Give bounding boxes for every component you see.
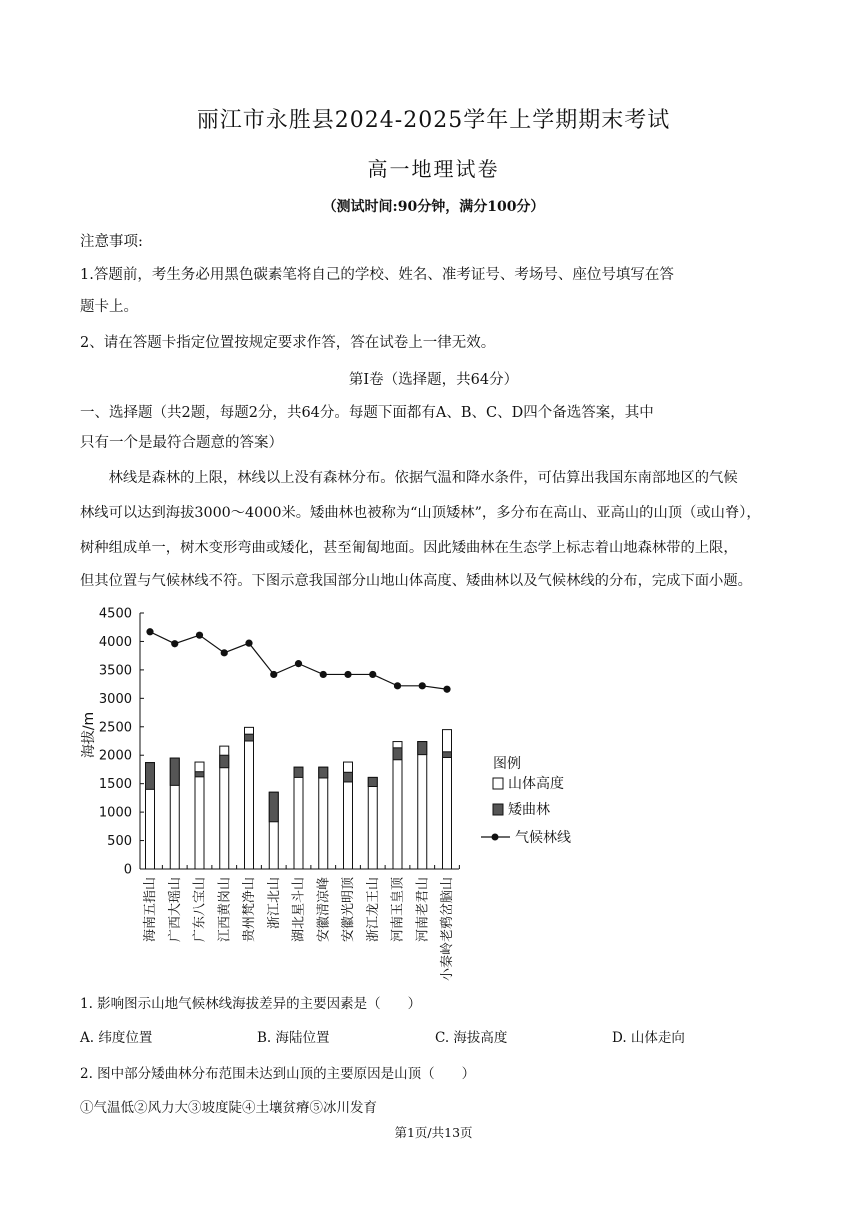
q1-option-a[interactable]: A. 纬度位置 (80, 1030, 153, 1046)
question-2: 2. 图中部分矮曲林分布范围未达到山顶的主要原因是山顶（ ） (80, 1066, 476, 1082)
y-tick-label: 4500 (98, 606, 132, 622)
notice-item-1-line-2: 题卡上。 (80, 299, 138, 315)
notice-item-2: 2、请在答题卡指定位置按规定要求作答，答在试卷上一律无效。 (80, 335, 496, 351)
chart-x-labels (142, 876, 455, 981)
elfin-forest-bar (170, 758, 179, 785)
mountain-height-bar (319, 767, 328, 869)
legend-label-mountain: 山体高度 (508, 776, 564, 792)
chart-line (146, 628, 450, 693)
question-2-statements: ①气温低②风力大③坡度陡④土壤贫瘠⑤冰川发育 (80, 1100, 377, 1116)
elfin-forest-bar (220, 755, 229, 768)
treeline-point (369, 671, 376, 678)
legend-line-marker (492, 834, 499, 841)
x-tick-label: 浙江龙王山 (365, 877, 381, 943)
section-heading-line-1: 一、选择题（共2题，每题2分，共64分。每题下面都有A、B、C、D四个备选答案，其中 (80, 405, 654, 421)
treeline-point (146, 628, 153, 635)
y-tick-label: 500 (107, 834, 132, 850)
x-tick-label: 贵州梵净山 (242, 877, 257, 943)
passage-line-4: 但其位置与气候林线不符。下图示意我国部分山地山体高度、矮曲林以及气候林线的分布，完成下面小题。 (80, 573, 752, 589)
q1-option-d[interactable]: D. 山体走向 (612, 1030, 685, 1046)
y-axis-label: 海拔/m (81, 711, 97, 759)
y-tick-label: 2500 (98, 720, 132, 736)
elfin-forest-bar (319, 767, 328, 778)
x-tick-label: 江西黄岗山 (217, 877, 233, 943)
x-tick-label: 河南老君山 (415, 877, 431, 943)
mountain-height-bar (368, 777, 377, 869)
treeline-point (394, 682, 401, 689)
elfin-forest-bar (368, 777, 377, 786)
treeline-point (320, 671, 327, 678)
treeline-point (171, 640, 178, 647)
page-number: 第1页/共13页 (394, 1125, 473, 1140)
x-tick-label: 河南玉皇顶 (390, 877, 406, 943)
x-tick-label: 浙江北山 (266, 877, 282, 930)
notice-item-1-line-1: 1.答题前，考生务必用黑色碳素笔将自己的学校、姓名、准考证号、考场号、座位号填写在答 (80, 267, 674, 283)
elfin-forest-bar (393, 748, 402, 760)
mountain-height-bar (245, 727, 254, 869)
question-1: 1. 影响图示山地气候林线海拔差异的主要因素是（ ） (80, 996, 422, 1012)
q1-option-b[interactable]: B. 海陆位置 (257, 1030, 330, 1046)
passage-line-2: 林线可以达到海拔3000～4000米。矮曲林也被称为“山顶矮林”，多分布在高山、亚高山的山顶（或山脊）， (80, 505, 761, 521)
legend-label-elfin: 矮曲林 (508, 802, 550, 818)
x-tick-label: 广西大瑶山 (167, 877, 183, 943)
legend-label-treeline: 气候林线 (515, 830, 571, 846)
elfin-forest-bar (245, 734, 254, 741)
y-tick-label: 4000 (98, 634, 132, 650)
elfin-forest-bar (195, 772, 204, 777)
y-tick-label: 1000 (98, 805, 132, 821)
exam-info: （测试时间:90分钟，满分100分） (322, 199, 545, 215)
mountain-height-bar (294, 767, 303, 869)
exam-subtitle: 高一地理试卷 (367, 157, 500, 181)
treeline-point (295, 660, 302, 667)
y-tick-label: 2000 (98, 748, 132, 764)
chart-bars (146, 727, 452, 869)
mountain-height-bar (195, 762, 204, 869)
passage-line-1: 林线是森林的上限，林线以上没有森林分布。依据气温和降水条件，可估算出我国东南部地区的气候 (108, 470, 738, 486)
x-tick-label: 安徽清凉峰 (316, 877, 332, 943)
y-tick-label: 3500 (98, 663, 132, 679)
treeline-point (245, 640, 252, 647)
elfin-forest-bar (344, 772, 353, 782)
x-tick-label: 广东八宝山 (192, 877, 208, 943)
y-tick-label: 3000 (98, 691, 132, 707)
elfin-forest-bar (269, 792, 278, 822)
treeline-point (419, 682, 426, 689)
elfin-forest-bar (418, 742, 427, 755)
treeline-point (221, 649, 228, 656)
exam-title: 丽江市永胜县2024-2025学年上学期期末考试 (196, 108, 671, 133)
elfin-forest-bar (146, 763, 155, 790)
treeline-point (443, 686, 450, 693)
x-tick-label: 海南五指山 (143, 877, 158, 943)
mountain-height-bar (393, 742, 402, 869)
legend-title: 图例 (493, 756, 521, 772)
part-heading: 第Ⅰ卷（选择题，共64分） (348, 372, 519, 388)
elfin-forest-bar (294, 767, 303, 777)
legend-swatch-elfin (493, 804, 503, 815)
mountain-height-bar (443, 730, 452, 869)
q1-option-c[interactable]: C. 海拔高度 (435, 1030, 508, 1046)
passage-line-3: 树种组成单一，树木变形弯曲或矮化，甚至匍匐地面。因此矮曲林在生态学上标志着山地森林带的上限， (80, 540, 738, 556)
x-tick-label: 安徽光明顶 (341, 877, 356, 943)
y-tick-label: 1500 (98, 777, 132, 793)
section-heading-line-2: 只有一个是最符合题意的答案） (80, 435, 283, 451)
notice-heading: 注意事项: (80, 234, 143, 250)
y-tick-label: 0 (123, 862, 132, 878)
x-tick-label: 小秦岭老鸦岔脑山 (440, 877, 455, 982)
treeline-point (270, 671, 277, 678)
chart-legend (481, 756, 571, 846)
legend-swatch-mountain (493, 778, 503, 789)
elfin-forest-bar (443, 752, 452, 758)
treeline-point (196, 632, 203, 639)
treeline-chart (0, 595, 867, 985)
mountain-height-bar (418, 742, 427, 869)
x-tick-label: 湖北星斗山 (291, 877, 307, 943)
treeline-point (344, 671, 351, 678)
